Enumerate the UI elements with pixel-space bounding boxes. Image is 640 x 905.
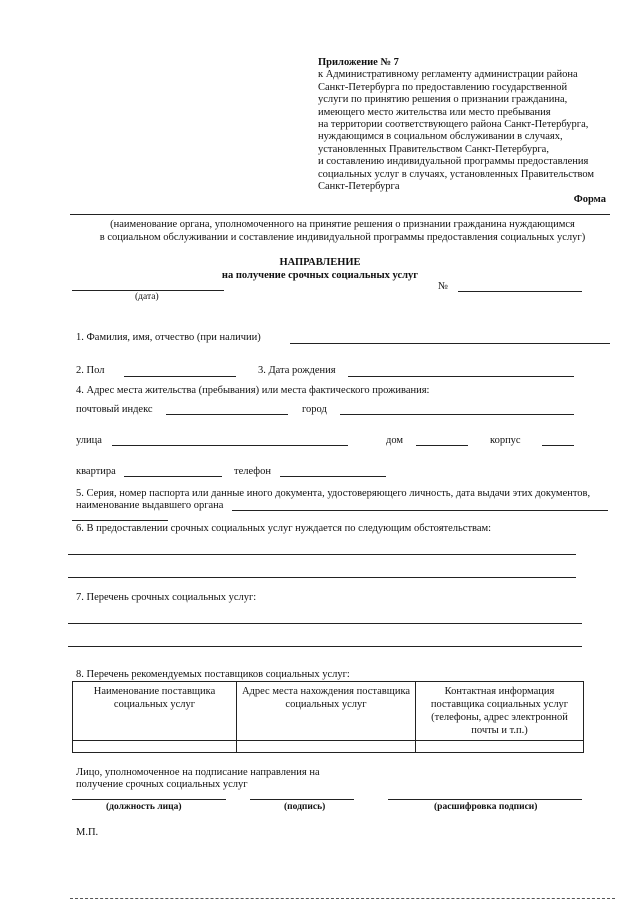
appendix-line: социальных услуг в случаях, установленных Правительством [318,168,595,180]
position-line[interactable] [72,799,226,800]
decoding-line[interactable] [388,799,582,800]
table-row [73,741,584,753]
passport-input[interactable] [232,510,608,511]
organ-caption-line: (наименование органа, уполномоченного на принятие решения о признании гражданина нуждающимся [110,219,575,230]
appendix-line: нуждающимся в социальном обслуживании в случаях, [318,131,563,143]
document-heading [0,256,640,282]
document-subtitle: на получение срочных социальных услуг [221,270,419,281]
city-label: город [302,404,327,415]
appendix-line: услуги по принятию решения о признании гражданина, [318,94,568,106]
appendix-line: имеющего место жительства или место пребывания [318,106,551,118]
appendix-line: и составлению индивидуальной программы предоставления [318,156,589,168]
signature-caption: (подпись) [284,802,326,812]
appendix-line: Санкт-Петербурга [318,181,400,193]
circumstances-label: 6. В предоставлении срочных социальных услуг нуждается по следующим обстоятельствам: [76,523,492,534]
city-input[interactable] [340,414,574,415]
number-line[interactable] [458,291,582,292]
stamp-label: М.П. [76,827,99,838]
form-label: Форма [573,194,606,205]
signatory-label-line2: получение срочных социальных услуг [76,779,248,790]
position-caption: (должность лица) [106,802,182,812]
circumstances-line-2[interactable] [68,577,576,578]
appendix-line: к Административному регламенту администрации района [318,69,578,81]
passport-input-continued[interactable] [72,520,168,521]
provider-address-cell[interactable] [237,741,416,753]
providers-label: 8. Перечень рекомендуемых поставщиков социальных услуг: [76,669,350,680]
provider-address-header: Адрес места нахождения поставщика социальных услуг [237,682,416,741]
signatory-label-line1: Лицо, уполномоченное на подписание направления на [76,767,320,778]
signature-line[interactable] [250,799,354,800]
house-input[interactable] [416,445,468,446]
organ-name-line[interactable] [70,214,610,215]
circumstances-line-1[interactable] [68,554,576,555]
provider-contacts-header: Контактная информация поставщика социальных услуг (телефоны, адрес электронной почты и т.п.) [416,682,584,741]
services-line-2[interactable] [68,646,582,647]
passport-label-line2: наименование выдавшего органа [76,500,224,511]
appendix-line: Санкт-Петербурга по предоставлению государственной [318,81,568,93]
date-line[interactable] [72,290,224,291]
building-label: корпус [490,435,521,446]
birth-date-label: 3. Дата рождения [258,365,336,376]
house-label: дом [386,435,404,446]
postcode-input[interactable] [166,414,288,415]
street-input[interactable] [112,445,348,446]
street-label: улица [76,435,102,446]
date-caption: (дата) [135,292,159,302]
providers-table [72,681,584,753]
fio-input[interactable] [290,343,610,344]
organ-caption-line: в социальном обслуживании и составление индивидуальной программы предоставления социальных услуг) [99,232,586,243]
provider-name-header: Наименование поставщика социальных услуг [73,682,237,741]
appendix-line: установленных Правительством Санкт-Петербурга, [318,143,549,155]
apartment-input[interactable] [124,476,222,477]
appendix-title: Приложение № 7 [318,57,399,68]
apartment-label: квартира [76,466,116,477]
phone-input[interactable] [280,476,386,477]
passport-label-line1: 5. Серия, номер паспорта или данные иного документа, удостоверяющего личность, дата выдачи этих документов, [76,488,591,499]
providers-header-row [73,682,584,741]
decoding-caption: (расшифровка подписи) [434,802,538,812]
provider-contacts-cell[interactable] [416,741,584,753]
fio-label: 1. Фамилия, имя, отчество (при наличии) [76,332,261,343]
page-bottom-edge [70,898,615,899]
address-title: 4. Адрес места жительства (пребывания) или места фактического проживания: [76,385,430,396]
building-input[interactable] [542,445,574,446]
birth-date-input[interactable] [348,376,574,377]
provider-name-cell[interactable] [73,741,237,753]
services-line-1[interactable] [68,623,582,624]
services-label: 7. Перечень срочных социальных услуг: [76,592,257,603]
appendix-line: на территории соответствующего района Санкт-Петербурга, [318,119,589,131]
appendix-header [318,57,618,193]
document-title: НАПРАВЛЕНИЕ [279,257,361,268]
organ-caption [70,218,615,244]
postcode-label: почтовый индекс [76,404,153,415]
number-label: № [438,281,449,292]
sex-input[interactable] [124,376,236,377]
phone-label: телефон [234,466,271,477]
sex-label: 2. Пол [76,365,105,376]
